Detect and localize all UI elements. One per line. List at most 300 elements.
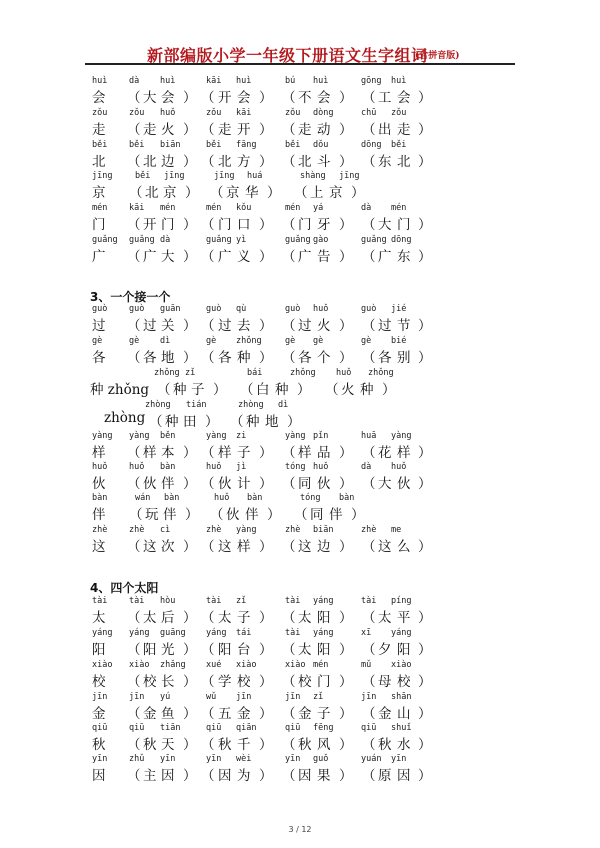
pinyin: jīng (339, 171, 360, 181)
bracket: （ (362, 217, 376, 233)
bracket: （ (362, 249, 376, 265)
bracket: ） (259, 318, 273, 334)
bracket: （ (201, 249, 215, 265)
pinyin: qù (236, 304, 247, 314)
hanzi: 京 (329, 185, 343, 201)
hanzi: 样 (298, 445, 312, 461)
pinyin: kāi (129, 203, 145, 213)
pinyin: zǒu (285, 108, 301, 118)
hanzi: 本 (161, 445, 175, 461)
pinyin: zhǒng (154, 368, 180, 378)
hanzi: 伴 (329, 507, 343, 523)
hanzi: 田 (183, 414, 197, 430)
hanzi: 因 (161, 768, 175, 784)
pinyin: zǒu (206, 108, 222, 118)
pinyin: yáng (129, 628, 150, 638)
pinyin: qiān (236, 723, 257, 733)
pinyin: jīn (236, 692, 252, 702)
pinyin: mén (285, 203, 301, 213)
bracket: ） (418, 768, 432, 784)
bracket: （ (127, 706, 141, 722)
pinyin: yīn (391, 754, 407, 764)
hanzi: 口 (237, 217, 251, 233)
word-row (0, 754, 600, 788)
pinyin: qiū (206, 723, 222, 733)
pinyin: xī (361, 628, 372, 638)
pinyin: yàng (391, 431, 412, 441)
pinyin: jīn (129, 692, 145, 702)
hanzi: 走 (218, 122, 232, 138)
word-row (0, 140, 600, 174)
bracket: ） (267, 185, 281, 201)
pinyin: yàng (92, 431, 113, 441)
pinyin: yáng (391, 628, 412, 638)
pinyin: dōng (391, 235, 412, 245)
pinyin: tái (236, 628, 252, 638)
hanzi: 阳 (218, 642, 232, 658)
pinyin: zhè (361, 525, 377, 535)
bracket: ） (418, 318, 432, 334)
word-row (0, 660, 600, 694)
pinyin: gè (361, 336, 372, 346)
pinyin: běn (160, 431, 176, 441)
pinyin: guǎng (361, 235, 387, 245)
bracket: （ (362, 539, 376, 555)
hanzi: 千 (237, 737, 251, 753)
pinyin: zhè (206, 525, 222, 535)
hanzi: 鱼 (161, 706, 175, 722)
bracket: （ (127, 768, 141, 784)
pinyin: huǒ (214, 493, 230, 503)
bracket: ） (259, 539, 273, 555)
pinyin: yīn (160, 754, 176, 764)
hanzi: 秋 (92, 737, 106, 753)
pinyin: huì (160, 76, 176, 86)
hanzi: 伴 (92, 507, 106, 523)
pinyin: zhǒng (290, 368, 316, 378)
pinyin: běi (92, 140, 108, 150)
pinyin: zhè (285, 525, 301, 535)
word-row (0, 692, 600, 726)
word-row (0, 336, 600, 370)
pinyin: dòng (313, 108, 334, 118)
hanzi: 地 (161, 350, 175, 366)
hanzi: 玩 (145, 507, 159, 523)
bracket: （ (201, 737, 215, 753)
bracket: ） (259, 642, 273, 658)
word-row (0, 723, 600, 757)
bracket: ） (259, 674, 273, 690)
word-row (0, 400, 600, 434)
pinyin: dǒu (313, 140, 329, 150)
bracket: ） (183, 122, 197, 138)
bracket: （ (282, 674, 296, 690)
bracket: ） (183, 249, 197, 265)
hanzi: 白 (256, 382, 270, 398)
hanzi: 阳 (317, 610, 331, 626)
bracket: （ (294, 507, 308, 523)
hanzi: 别 (397, 350, 411, 366)
bracket: ） (185, 185, 199, 201)
bracket: （ (362, 350, 376, 366)
bracket: （ (149, 414, 163, 430)
bracket: ） (259, 90, 273, 106)
bracket: （ (127, 122, 141, 138)
hanzi: 会 (161, 90, 175, 106)
word-row (0, 235, 600, 269)
pinyin: fēng (313, 723, 334, 733)
hanzi: 校 (143, 674, 157, 690)
bracket: （ (129, 507, 143, 523)
hanzi: 动 (317, 122, 331, 138)
hanzi: 么 (397, 539, 411, 555)
bracket: （ (362, 476, 376, 492)
hanzi: 北 (143, 154, 157, 170)
hanzi: 会 (92, 90, 106, 106)
pinyin: zǐ (185, 368, 196, 378)
bracket: ） (183, 476, 197, 492)
pinyin: guò (92, 304, 108, 314)
pinyin: bàn (160, 462, 176, 472)
bracket: （ (325, 382, 339, 398)
pinyin: zhòng (145, 400, 171, 410)
pinyin: mén (206, 203, 222, 213)
pinyin: tài (285, 628, 301, 638)
pinyin: yàng (236, 525, 257, 535)
pinyin: zhǒng (236, 336, 262, 346)
hanzi: 太 (378, 610, 392, 626)
hanzi: 母 (378, 674, 392, 690)
hanzi: 因 (397, 768, 411, 784)
pinyin: gè (313, 336, 324, 346)
hanzi: 伴 (163, 507, 177, 523)
bracket: ） (418, 674, 432, 690)
hanzi: 种 (275, 382, 289, 398)
hanzi: 夕 (378, 642, 392, 658)
bracket: （ (294, 185, 308, 201)
hanzi: 校 (298, 674, 312, 690)
pinyin: shuǐ (391, 723, 412, 733)
bracket: ） (213, 382, 227, 398)
hanzi: 方 (237, 154, 251, 170)
hanzi: 花 (378, 445, 392, 461)
hanzi: 子 (237, 445, 251, 461)
pinyin: bàn (247, 493, 263, 503)
hanzi: 门 (161, 217, 175, 233)
hanzi: 大 (378, 476, 392, 492)
pinyin: yì (236, 235, 247, 245)
pinyin: guò (285, 304, 301, 314)
hanzi: 走 (143, 122, 157, 138)
pinyin: zhè (129, 525, 145, 535)
bracket: （ (127, 249, 141, 265)
bracket: ） (183, 539, 197, 555)
bracket: （ (282, 90, 296, 106)
hanzi: 种 zhǒng (90, 382, 150, 398)
pinyin: guān (160, 304, 181, 314)
hanzi: 子 (237, 610, 251, 626)
bracket: ） (339, 350, 353, 366)
word-row (0, 493, 600, 527)
word-row (0, 368, 600, 402)
hanzi: 学 (218, 674, 232, 690)
hanzi: 去 (237, 318, 251, 334)
pinyin: yáng (313, 628, 334, 638)
hanzi: 风 (317, 737, 331, 753)
pinyin: qiū (92, 723, 108, 733)
pinyin: huǒ (160, 108, 176, 118)
hanzi: 样 (92, 445, 106, 461)
hanzi: 样 (397, 445, 411, 461)
pinyin: dà (129, 76, 140, 86)
bracket: ） (183, 350, 197, 366)
pinyin: yàng (206, 431, 227, 441)
word-row (0, 76, 600, 110)
hanzi: 秋 (143, 737, 157, 753)
pinyin: jì (236, 462, 247, 472)
pinyin: yá (313, 203, 324, 213)
bracket: ） (339, 476, 353, 492)
hanzi: 为 (237, 768, 251, 784)
pinyin: gè (206, 336, 217, 346)
pinyin: jīng (164, 171, 185, 181)
word-row (0, 596, 600, 630)
hanzi: 各 (92, 350, 106, 366)
hanzi: 地 (265, 414, 279, 430)
hanzi: 原 (378, 768, 392, 784)
hanzi: 北 (218, 154, 232, 170)
pinyin: guò (206, 304, 222, 314)
pinyin: zhǔ (129, 754, 145, 764)
hanzi: 京 (92, 185, 106, 201)
word-row (0, 304, 600, 338)
pinyin: xiào (236, 660, 257, 670)
pinyin: biān (313, 525, 334, 535)
pinyin: huì (391, 76, 407, 86)
bracket: （ (201, 217, 215, 233)
hanzi: 华 (245, 185, 259, 201)
bracket: ） (259, 217, 273, 233)
bracket: （ (127, 318, 141, 334)
pinyin: huǒ (313, 462, 329, 472)
hanzi: 不 (298, 90, 312, 106)
pinyin: qiū (361, 723, 377, 733)
bracket: ） (183, 610, 197, 626)
hanzi: 因 (298, 768, 312, 784)
hanzi: 伙 (317, 476, 331, 492)
pinyin: guò (361, 304, 377, 314)
page-header (85, 41, 515, 65)
hanzi: 平 (397, 610, 411, 626)
hanzi: 样 (237, 539, 251, 555)
pinyin: guǎng (285, 235, 311, 245)
hanzi: 秋 (298, 737, 312, 753)
pinyin: jīn (285, 692, 301, 702)
bracket: （ (127, 674, 141, 690)
pinyin: tóng (300, 493, 321, 503)
hanzi: 上 (310, 185, 324, 201)
bracket: （ (362, 610, 376, 626)
section-heading: 4、四个太阳 (90, 581, 159, 595)
pinyin: gōng (361, 76, 382, 86)
pinyin: zǒu (92, 108, 108, 118)
hanzi: 校 (397, 674, 411, 690)
bracket: （ (282, 706, 296, 722)
bracket: （ (282, 318, 296, 334)
hanzi: 光 (161, 642, 175, 658)
bracket: ） (418, 445, 432, 461)
hanzi: 各 (143, 350, 157, 366)
bracket: （ (201, 154, 215, 170)
word-row (0, 203, 600, 237)
hanzi: 阳 (397, 642, 411, 658)
hanzi: 开 (237, 122, 251, 138)
bracket: ） (418, 642, 432, 658)
bracket: （ (362, 706, 376, 722)
pinyin: tián (186, 400, 207, 410)
bracket: （ (201, 122, 215, 138)
word-row (0, 462, 600, 496)
bracket: （ (127, 90, 141, 106)
hanzi: 京 (226, 185, 240, 201)
bracket: ） (183, 445, 197, 461)
bracket: ） (339, 706, 353, 722)
hanzi: 种 (237, 350, 251, 366)
pinyin: huì (236, 76, 252, 86)
pinyin: gè (129, 336, 140, 346)
pinyin: zǐ (313, 692, 324, 702)
hanzi: 出 (378, 122, 392, 138)
bracket: （ (201, 768, 215, 784)
pinyin: guǎng (92, 235, 118, 245)
bracket: （ (362, 674, 376, 690)
hanzi: 主 (143, 768, 157, 784)
pinyin: zǐ (236, 596, 247, 606)
hanzi: 火 (341, 382, 355, 398)
hanzi: 这 (92, 539, 106, 555)
bracket: ） (259, 476, 273, 492)
hanzi: 走 (397, 122, 411, 138)
bracket: ） (382, 382, 396, 398)
pinyin: běi (129, 140, 145, 150)
pinyin: biān (160, 140, 181, 150)
pinyin: dì (278, 400, 289, 410)
bracket: ） (183, 706, 197, 722)
bracket: （ (362, 737, 376, 753)
pinyin: mǔ (361, 660, 372, 670)
hanzi: 走 (298, 122, 312, 138)
bracket: （ (362, 122, 376, 138)
bracket: ） (418, 610, 432, 626)
bracket: ） (259, 445, 273, 461)
bracket: ） (183, 737, 197, 753)
hanzi: 山 (397, 706, 411, 722)
pinyin: bàn (339, 493, 355, 503)
pinyin: huǒ (129, 462, 145, 472)
bracket: ） (339, 445, 353, 461)
hanzi: 伙 (397, 476, 411, 492)
bracket: ） (259, 154, 273, 170)
hanzi: 太 (143, 610, 157, 626)
hanzi: 义 (237, 249, 251, 265)
hanzi: 秋 (218, 737, 232, 753)
hanzi: 广 (143, 249, 157, 265)
pinyin: bái (247, 368, 263, 378)
hanzi: 金 (92, 706, 106, 722)
hanzi: 太 (218, 610, 232, 626)
bracket: （ (127, 610, 141, 626)
hanzi: 广 (218, 249, 232, 265)
hanzi: 斗 (317, 154, 331, 170)
pinyin: tài (206, 596, 222, 606)
hanzi: 金 (143, 706, 157, 722)
bracket: （ (127, 350, 141, 366)
pinyin: tài (285, 596, 301, 606)
pinyin: jīng (92, 171, 113, 181)
bracket: （ (282, 249, 296, 265)
pinyin: huǒ (391, 462, 407, 472)
word-row (0, 628, 600, 662)
hanzi: 门 (298, 217, 312, 233)
hanzi: 广 (378, 249, 392, 265)
hanzi: 过 (298, 318, 312, 334)
bracket: ） (339, 610, 353, 626)
pinyin: dōng (361, 140, 382, 150)
hanzi: 伙 (143, 476, 157, 492)
page-number: 3 / 12 (288, 825, 312, 834)
bracket: ） (287, 414, 301, 430)
hanzi: 门 (317, 674, 331, 690)
pinyin: xiào (391, 660, 412, 670)
hanzi: 伙 (218, 476, 232, 492)
pinyin: guò (129, 304, 145, 314)
hanzi: 门 (218, 217, 232, 233)
hanzi: 因 (218, 768, 232, 784)
pinyin: shàng (300, 171, 326, 181)
bracket: （ (127, 476, 141, 492)
hanzi: 东 (397, 249, 411, 265)
pinyin: běi (206, 140, 222, 150)
bracket: （ (201, 350, 215, 366)
bracket: ） (183, 154, 197, 170)
bracket: （ (362, 318, 376, 334)
hanzi: 北 (298, 154, 312, 170)
bracket: ） (418, 539, 432, 555)
bracket: （ (201, 476, 215, 492)
hanzi: 太 (298, 610, 312, 626)
bracket: （ (230, 414, 244, 430)
header-subtitle: (含拼音版) (415, 51, 460, 61)
bracket: ） (259, 706, 273, 722)
pinyin: zi (236, 431, 247, 441)
bracket: ） (339, 642, 353, 658)
hanzi: 大 (161, 249, 175, 265)
pinyin: yīn (206, 754, 222, 764)
hanzi: 阳 (143, 642, 157, 658)
pinyin: xiào (285, 660, 306, 670)
hanzi: 这 (143, 539, 157, 555)
hanzi: 同 (298, 476, 312, 492)
bracket: （ (127, 445, 141, 461)
hanzi: 火 (317, 318, 331, 334)
bracket: （ (127, 737, 141, 753)
pinyin: tóng (285, 462, 306, 472)
hanzi: 阳 (92, 642, 106, 658)
bracket: ） (339, 249, 353, 265)
bracket: ） (418, 476, 432, 492)
pinyin: huǒ (313, 304, 329, 314)
bracket: （ (201, 706, 215, 722)
